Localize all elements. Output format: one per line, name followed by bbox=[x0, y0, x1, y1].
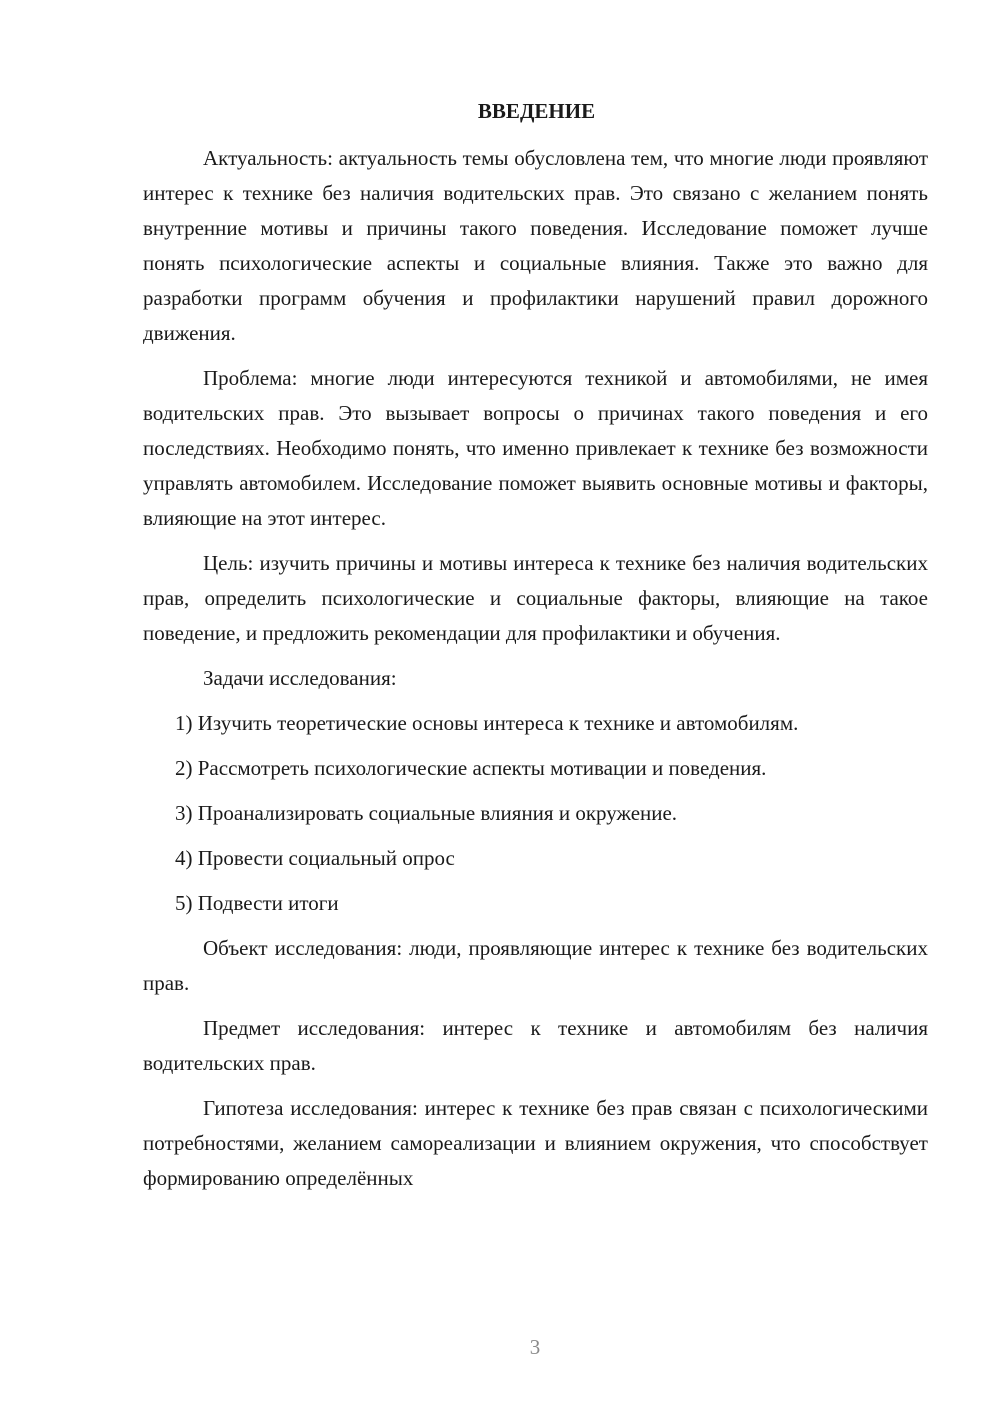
list-item: 2) Рассмотреть психологические аспекты мотивации и поведения. bbox=[175, 756, 767, 780]
tasks-heading: Задачи исследования: bbox=[203, 666, 397, 690]
list-item: 1) Изучить теоретические основы интереса к технике и автомобилям. bbox=[175, 711, 799, 735]
list-item: 4) Провести социальный опрос bbox=[175, 846, 455, 870]
goal-paragraph: Цель: изучить причины и мотивы интереса к технике без наличия водительских прав, определить психологические и социальные факторы, влияющие на такое поведение, и предложить рекомендации для профилактики и обучения. bbox=[143, 551, 928, 645]
page-number: 3 bbox=[529, 1335, 541, 1359]
problem-paragraph: Проблема: многие люди интересуются техникой и автомобилями, не имея водительских прав. Это вызывает вопросы о причинах такого поведения и его последствиях. Необходимо понять, что именно привлекает к технике без возможности управлять автомобилем. Исследование поможет выявить основные мотивы и факторы, влияющие на этот интерес. bbox=[143, 366, 928, 530]
list-item: 5) Подвести итоги bbox=[175, 891, 339, 915]
hypothesis-paragraph: Гипотеза исследования: интерес к технике без прав связан с психологическими потребностями, желанием самореализации и влиянием окружения, что способствует формированию определённых bbox=[143, 1096, 928, 1190]
subject-paragraph: Предмет исследования: интерес к технике и автомобилям без наличия водительских прав. bbox=[143, 1016, 928, 1075]
list-item: 3) Проанализировать социальные влияния и окружение. bbox=[175, 801, 678, 825]
tasks-list bbox=[143, 706, 928, 921]
section-title: ВВЕДЕНИЕ bbox=[477, 99, 596, 123]
relevance-paragraph: Актуальность: актуальность темы обусловлена тем, что многие люди проявляют интерес к технике без наличия водительских прав. Это связано с желанием понять внутренние мотивы и причины такого поведения. Исследование поможет лучше понять психологические аспекты и социальные влияния. Также это важно для разработки программ обучения и профилактики нарушений правил дорожного движения. bbox=[143, 146, 928, 345]
document-page bbox=[143, 94, 928, 1206]
object-paragraph: Объект исследования: люди, проявляющие интерес к технике без водительских прав. bbox=[143, 936, 928, 995]
